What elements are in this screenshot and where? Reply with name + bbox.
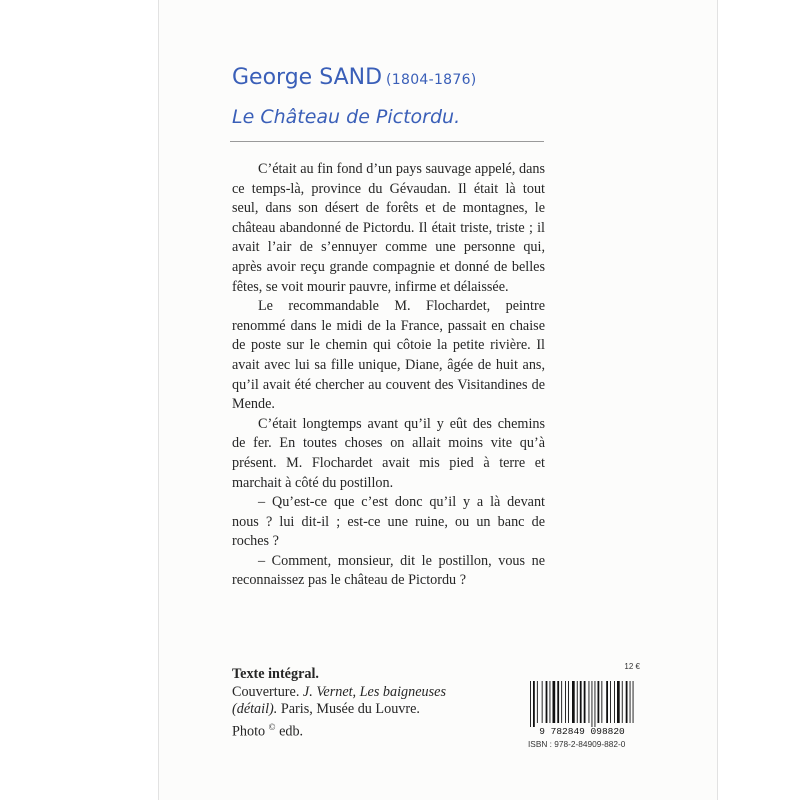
barcode-bar [626, 681, 628, 723]
barcode-bar [572, 681, 575, 723]
paragraph: C’était au fin fond d’un pays sauvage appelé, dans ce temps-là, province du Gévaudan. Il était là tout seul, dans son désert de forêts et de montagnes, le château abandonné de Pictordu. Il était triste, triste ; il avait l’air de s’ennuyer comme une personne qui, après avoir reçu grande compagnie et donné de belles fêtes, se voit mourir pauvre, infirme et délaissée. [232, 161, 545, 295]
isbn-label: ISBN : 978-2-84909-882-0 [528, 739, 626, 749]
barcode-icon [522, 679, 642, 735]
barcode-bar [530, 681, 531, 727]
barcode-bar [546, 681, 548, 723]
excerpt-text [232, 160, 545, 591]
barcode-bar [595, 681, 596, 727]
paragraph: – Qu’est-ce que c’est donc qu’il y a là devant nous ? lui dit-il ; est-ce une ruine, ou un banc de roches ? [232, 494, 545, 550]
photo-credit-name: edb. [279, 723, 304, 740]
barcode-bar [565, 681, 566, 723]
barcode-bar [598, 681, 600, 723]
header [232, 64, 552, 130]
barcode-bar [633, 681, 634, 723]
barcode-bar [568, 681, 569, 723]
barcode-bar [553, 681, 556, 723]
barcode-bar [617, 681, 620, 723]
barcode-digits: 9 782849 098820 [539, 726, 625, 735]
barcode-bar [577, 681, 578, 723]
barcode-bar [610, 681, 611, 723]
cover-work: Les baigneuses (détail). [232, 683, 446, 717]
barcode-bar [537, 681, 538, 723]
full-text-label: Texte intégral. [232, 666, 319, 682]
photo-prefix: Photo [232, 723, 266, 740]
barcode-bar [589, 681, 590, 723]
title-divider [230, 141, 544, 142]
author-name: George SAND [232, 65, 383, 90]
book-title: Le Château de Pictordu. [232, 106, 461, 128]
author-dates: (1804-1876) [386, 72, 477, 88]
barcode-bar [614, 681, 615, 723]
barcode-bar [557, 681, 559, 723]
paragraph: – Comment, monsieur, dit le postillon, vous ne reconnaissez pas le château de Pictordu ? [232, 552, 545, 589]
barcode-bar [561, 681, 562, 723]
barcode-bar [592, 681, 593, 727]
copyright-symbol: © [268, 721, 276, 732]
barcode-bar [601, 681, 602, 723]
barcode-bar [630, 681, 631, 723]
author-line [232, 64, 552, 94]
barcode-bar [584, 681, 586, 723]
price-label: 12 € [624, 662, 640, 671]
credits [232, 666, 492, 741]
paragraph: C’était longtemps avant qu’il y eût des chemins de fer. En toutes choses on allait moins vite qu’à présent. M. Flochardet avait mis pied à terre et marchait à côté du postillon. [232, 415, 545, 491]
barcode-bar [580, 681, 582, 723]
barcode-bar [622, 681, 623, 723]
paragraph: Le recommandable M. Flochardet, peintre renommé dans le midi de la France, passait en chaise de poste sur le chemin qui côtoie la petite rivière. Il avait avec lui sa fille unique, Diane, âgée de huit ans, qu’il avait été chercher au couvent des Visitandines de Mende. [232, 298, 545, 413]
barcode-bar [542, 681, 543, 723]
photo-credit [232, 719, 492, 741]
cover-credit [232, 684, 492, 719]
cover-place: Paris, Musée du Louvre. [280, 701, 420, 717]
cover-prefix: Couverture. [232, 683, 300, 700]
barcode-bar [606, 681, 608, 723]
barcode-bar [550, 681, 551, 723]
barcode-bar [533, 681, 535, 727]
cover-artist: J. Vernet, [302, 683, 357, 700]
